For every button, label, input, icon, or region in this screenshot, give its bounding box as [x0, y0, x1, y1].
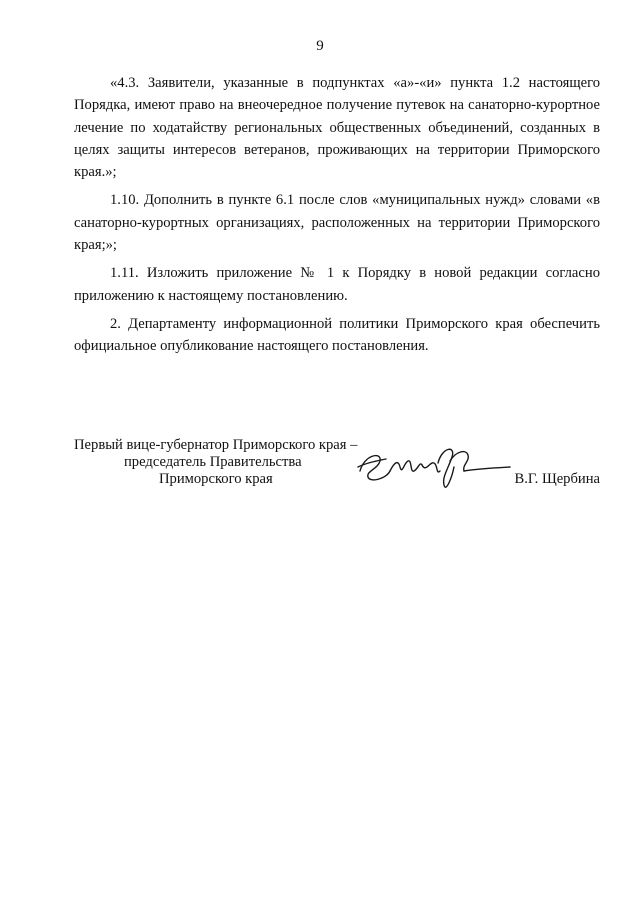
paragraph-1-10: 1.10. Дополнить в пункте 6.1 после слов «муниципальных нужд» словами «в санаторно-курортных организациях, расположенных на территории Приморского края;»;: [74, 192, 600, 254]
paragraph-1-11: 1.11. Изложить приложение № 1 к Порядку в новой редакции согласно приложению к настоящему постановлению.: [74, 265, 600, 304]
signer-title-line-2: председатель Правительства: [124, 454, 302, 470]
signature-block: [74, 437, 600, 497]
paragraph-2: 2. Департаменту информационной политики Приморского края обеспечить официальное опубликование настоящего постановления.: [74, 315, 600, 355]
handwritten-signature: [352, 437, 512, 497]
signer-title-line-1: Первый вице-губернатор Приморского края –: [74, 437, 358, 453]
page-number: 9: [316, 38, 324, 54]
paragraph-4-3: «4.3. Заявители, указанные в подпунктах «а»-«и» пункта 1.2 настоящего Порядка, имеют право на внеочередное получение путевок на санаторно-курортное лечение по ходатайству региональных общественных объединений, созданных в целях защиты интересов ветеранов, проживающих на территории Приморского края.»;: [74, 75, 600, 181]
document-body: [74, 72, 600, 364]
signer-title-line-3: Приморского края: [159, 471, 273, 487]
signer-name: В.Г. Щербина: [514, 471, 600, 487]
